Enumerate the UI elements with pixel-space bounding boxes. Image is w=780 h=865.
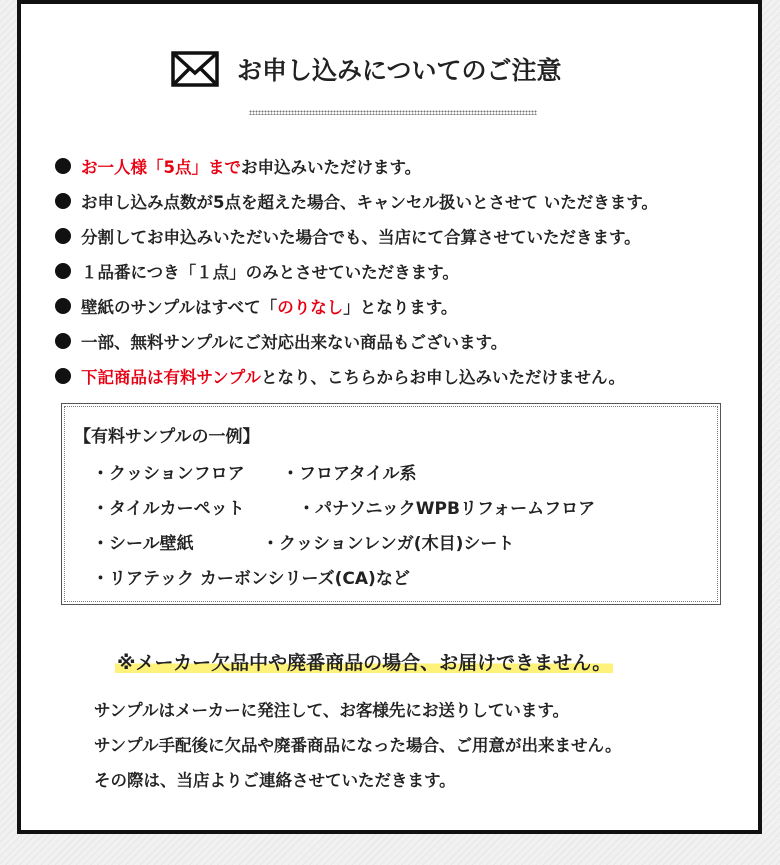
bullet-icon	[55, 298, 71, 314]
title-divider	[249, 110, 537, 115]
sample-item: ・リアテック カーボンシリーズ(CA)など	[92, 569, 410, 589]
note-text: １品番につき「１点」のみとさせていただきます。	[81, 262, 459, 282]
bullet-icon	[55, 263, 71, 279]
list-item	[55, 358, 658, 393]
list-item	[55, 148, 658, 183]
sample-item: ・パナソニックWPBリフォームフロア	[298, 499, 596, 519]
bullet-icon	[55, 368, 71, 384]
bullet-icon	[55, 193, 71, 209]
sample-item: ・タイルカーペット	[92, 499, 245, 519]
explanation-block	[94, 691, 622, 796]
notice-card	[17, 0, 762, 834]
list-item	[55, 323, 658, 358]
list-item	[55, 253, 658, 288]
bullet-icon	[55, 228, 71, 244]
note-highlight: のりなし	[277, 297, 344, 317]
page-title: お申し込みについてのご注意	[237, 56, 562, 85]
note-text: お申込みいただけます。	[240, 157, 422, 177]
explanation-line: サンプルはメーカーに発注して、お客様先にお送りしています。	[94, 700, 570, 720]
title-row	[171, 46, 562, 92]
list-item	[55, 288, 658, 323]
envelope-icon	[171, 51, 219, 87]
bullet-icon	[55, 333, 71, 349]
note-text: お申し込み点数が5点を超えた場合、キャンセル扱いとさせて いただきます。	[81, 192, 658, 212]
bullet-icon	[55, 158, 71, 174]
paid-sample-box	[61, 403, 721, 605]
sample-item: ・クッションレンガ(木目)シート	[262, 534, 515, 554]
sample-box-heading: 【有料サンプルの一例】	[74, 427, 260, 447]
note-text: 壁紙のサンプルはすべて「	[81, 297, 278, 317]
list-item	[55, 183, 658, 218]
note-text: 分割してお申込みいただいた場合でも、当店にて合算させていただきます。	[81, 227, 641, 247]
sample-item: ・フロアタイル系	[282, 464, 417, 484]
note-text: となり、こちらからお申し込みいただけません。	[261, 367, 626, 387]
note-highlight: 下記商品は有料サンプル	[81, 367, 262, 387]
stock-warning: ※メーカー欠品中や廃番商品の場合、お届けできません。	[115, 648, 613, 675]
notes-list	[55, 148, 658, 393]
sample-item: ・シール壁紙	[92, 534, 194, 554]
note-highlight: お一人様「5点」まで	[81, 157, 241, 177]
note-text: 」となります。	[343, 297, 458, 317]
sample-item: ・クッションフロア	[92, 464, 245, 484]
explanation-line: その際は、当店よりご連絡させていただきます。	[94, 770, 456, 790]
explanation-line: サンプル手配後に欠品や廃番商品になった場合、ご用意が出来ません。	[94, 735, 622, 755]
note-text: 一部、無料サンプルにご対応出来ない商品もございます。	[81, 332, 508, 352]
list-item	[55, 218, 658, 253]
